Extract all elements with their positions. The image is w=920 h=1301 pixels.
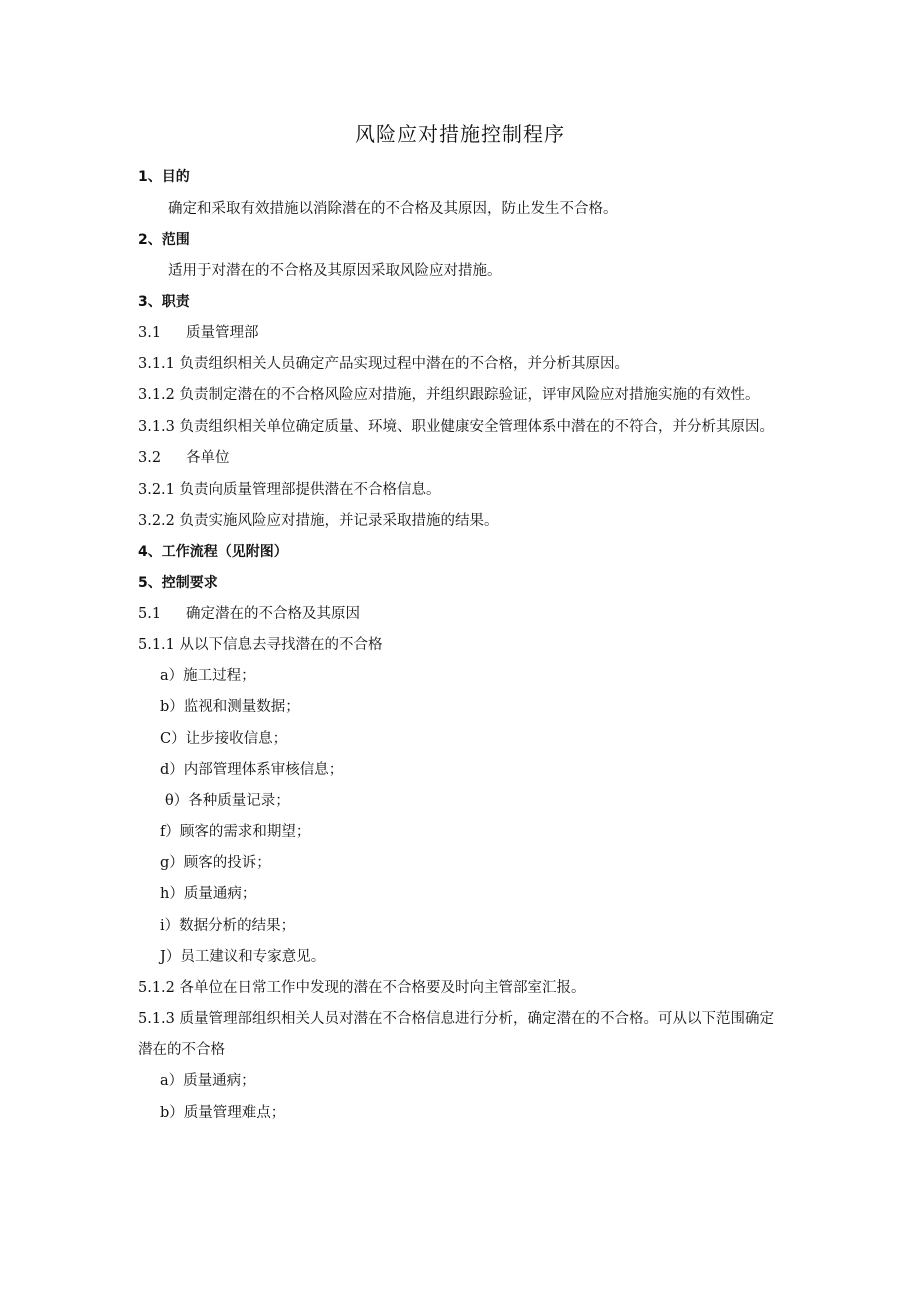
clause-text: 各单位 (186, 450, 230, 466)
list-item: b）质量管理难点； (160, 1105, 286, 1121)
section-2-heading: 2、范围 (138, 232, 190, 248)
clause-number: 3.2.1 (138, 482, 175, 498)
clause-number: 5.1.2 (138, 980, 175, 996)
clause-3-1-1 (138, 354, 629, 374)
list-item: d）内部管理体系审核信息； (160, 762, 344, 778)
clause-3-1-3 (138, 417, 774, 437)
list-item: g）顾客的投诉； (160, 855, 271, 871)
section-5-heading: 5、控制要求 (138, 575, 218, 591)
list-item: i）数据分析的结果； (160, 918, 296, 934)
section-4-heading: 4、工作流程（见附图） (138, 544, 288, 560)
clause-text: 各单位在日常工作中发现的潜在不合格要及时向主管部室汇报。 (179, 980, 586, 996)
list-item: h）质量通病； (160, 886, 257, 902)
clause-3-2-2 (138, 511, 499, 531)
clause-text: 负责实施风险应对措施，并记录采取措施的结果。 (179, 513, 499, 529)
clause-text: 负责向质量管理部提供潜在不合格信息。 (179, 482, 441, 498)
clause-text: 质量管理部组织相关人员对潜在不合格信息进行分析，确定潜在的不合格。可从以下范围确定 (179, 1011, 775, 1027)
clause-5-1 (138, 604, 360, 624)
clause-3-1 (138, 323, 259, 343)
clause-number: 3.2.2 (138, 513, 175, 529)
clause-number: 5.1.1 (138, 637, 175, 653)
section-2-text: 适用于对潜在的不合格及其原因采取风险应对措施。 (168, 263, 502, 279)
clause-text: 负责制定潜在的不合格风险应对措施，并组织跟踪验证，评审风险应对措施实施的有效性。 (179, 387, 760, 403)
list-item: θ）各种质量记录； (165, 793, 290, 809)
clause-number: 3.1.1 (138, 356, 175, 372)
clause-text: 负责组织相关单位确定质量、环境、职业健康安全管理体系中潜在的不符合，并分析其原因。 (179, 419, 775, 435)
clause-number: 3.1 (138, 325, 162, 341)
clause-number: 3.2 (138, 450, 162, 466)
clause-5-1-2 (138, 978, 586, 998)
section-3-heading: 3、职责 (138, 294, 190, 310)
clause-5-1-1 (138, 635, 383, 655)
list-item: b）监视和测量数据； (160, 699, 300, 715)
clause-text: 质量管理部 (186, 325, 259, 341)
clause-text: 负责组织相关人员确定产品实现过程中潜在的不合格，并分析其原因。 (179, 356, 630, 372)
clause-3-1-2 (138, 385, 760, 405)
clause-number: 5.1 (138, 606, 162, 622)
section-1-heading: 1、目的 (138, 169, 190, 185)
clause-3-2 (138, 448, 230, 468)
clause-number: 5.1.3 (138, 1011, 175, 1027)
clause-number: 3.1.2 (138, 387, 175, 403)
clause-5-1-3-continued: 潜在的不合格 (138, 1042, 225, 1058)
list-item: a）质量通病； (160, 1073, 256, 1089)
list-item: a）施工过程； (160, 668, 256, 684)
list-item: J）员工建议和专家意见。 (160, 949, 326, 965)
clause-3-2-1 (138, 480, 441, 500)
clause-text: 确定潜在的不合格及其原因 (186, 606, 360, 622)
section-1-text: 确定和采取有效措施以消除潜在的不合格及其原因，防止发生不合格。 (168, 201, 618, 217)
list-item: f）顾客的需求和期望； (160, 824, 311, 840)
list-item: C）让步接收信息； (160, 731, 288, 747)
clause-number: 3.1.3 (138, 419, 175, 435)
document-title: 风险应对措施控制程序 (355, 122, 565, 146)
clause-5-1-3 (138, 1009, 774, 1029)
clause-text: 从以下信息去寻找潜在的不合格 (179, 637, 383, 653)
